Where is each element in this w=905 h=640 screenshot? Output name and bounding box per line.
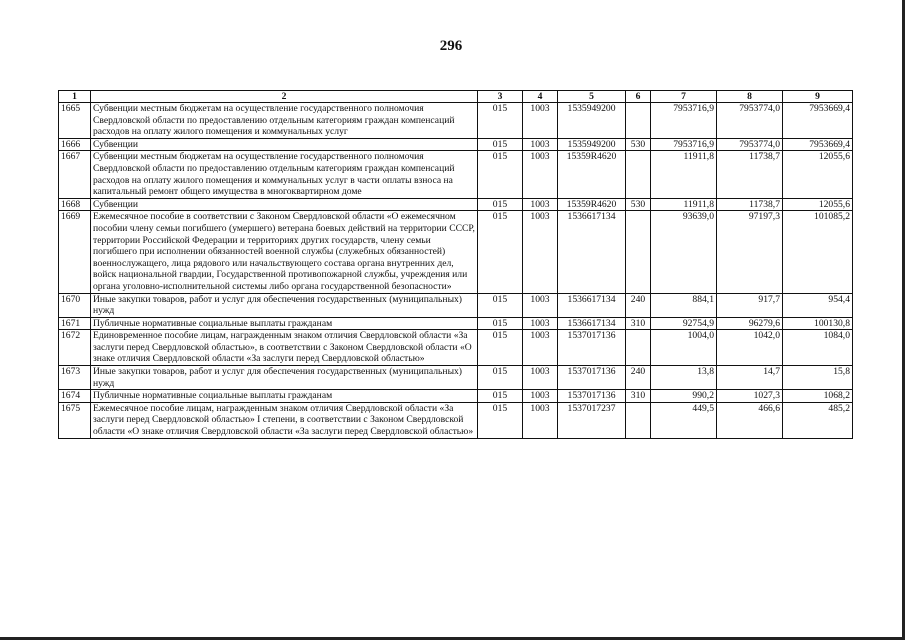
- row-number: 1667: [59, 151, 91, 198]
- cell-col9: 7953669,4: [783, 138, 853, 151]
- row-description: Публичные нормативные социальные выплаты гражданам: [91, 317, 478, 330]
- cell-col4: 1003: [523, 390, 558, 403]
- cell-col5: 1537017136: [558, 366, 626, 390]
- cell-col9: 100130,8: [783, 317, 853, 330]
- column-header: 6: [626, 91, 651, 103]
- column-header: 2: [91, 91, 478, 103]
- cell-col4: 1003: [523, 317, 558, 330]
- cell-col8: 1027,3: [717, 390, 783, 403]
- cell-col5: 1537017136: [558, 390, 626, 403]
- cell-col7: 7953716,9: [651, 103, 717, 139]
- cell-col5: 1537017136: [558, 330, 626, 366]
- row-description: Субвенции местным бюджетам на осуществление государственного полномочия Свердловской области по предоставлению отдельным категориям граждан компенсаций расходов на оплату жилого помещения и коммунальных услуг: [91, 103, 478, 139]
- cell-col7: 11911,8: [651, 198, 717, 211]
- row-description: Субвенции местным бюджетам на осуществление государственного полномочия Свердловской области по предоставлению отдельным категориям граждан компенсаций расходов на оплату жилого помещения и коммунальных услуг в части оплаты взноса на капитальный ремонт общего имущества в многоквартирном доме: [91, 151, 478, 198]
- cell-col6: 310: [626, 390, 651, 403]
- cell-col3: 015: [478, 138, 523, 151]
- cell-col4: 1003: [523, 211, 558, 293]
- row-description: Субвенции: [91, 198, 478, 211]
- cell-col4: 1003: [523, 138, 558, 151]
- cell-col3: 015: [478, 151, 523, 198]
- cell-col7: 11911,8: [651, 151, 717, 198]
- table-row: [59, 293, 853, 317]
- cell-col6: [626, 103, 651, 139]
- row-description: Ежемесячное пособие лицам, награжденным знаком отличия Свердловской области «За заслуги перед Свердловской областью» I степени, в соответствии с Законом Свердловской области «О знаке отличия Свердловской области «За заслуги перед Свердловской областью»: [91, 402, 478, 438]
- column-header: 1: [59, 91, 91, 103]
- row-number: 1668: [59, 198, 91, 211]
- cell-col8: 11738,7: [717, 198, 783, 211]
- row-description: Иные закупки товаров, работ и услуг для обеспечения государственных (муниципальных) нужд: [91, 366, 478, 390]
- cell-col7: 93639,0: [651, 211, 717, 293]
- row-description: Иные закупки товаров, работ и услуг для обеспечения государственных (муниципальных) нужд: [91, 293, 478, 317]
- table-row: [59, 211, 853, 293]
- column-header: 7: [651, 91, 717, 103]
- cell-col7: 1004,0: [651, 330, 717, 366]
- cell-col9: 12055,6: [783, 151, 853, 198]
- row-number: 1671: [59, 317, 91, 330]
- cell-col4: 1003: [523, 198, 558, 211]
- cell-col6: 310: [626, 317, 651, 330]
- row-number: 1670: [59, 293, 91, 317]
- column-header: 5: [558, 91, 626, 103]
- cell-col5: 15359R4620: [558, 151, 626, 198]
- cell-col8: 1042,0: [717, 330, 783, 366]
- cell-col3: 015: [478, 293, 523, 317]
- cell-col5: 1536617134: [558, 317, 626, 330]
- cell-col3: 015: [478, 103, 523, 139]
- cell-col5: 1535949200: [558, 138, 626, 151]
- table-row: [59, 151, 853, 198]
- cell-col3: 015: [478, 366, 523, 390]
- cell-col6: 530: [626, 198, 651, 211]
- cell-col7: 449,5: [651, 402, 717, 438]
- cell-col7: 13,8: [651, 366, 717, 390]
- cell-col7: 7953716,9: [651, 138, 717, 151]
- column-header: 9: [783, 91, 853, 103]
- cell-col6: [626, 151, 651, 198]
- row-number: 1675: [59, 402, 91, 438]
- row-number: 1666: [59, 138, 91, 151]
- cell-col5: 1537017237: [558, 402, 626, 438]
- cell-col8: 11738,7: [717, 151, 783, 198]
- table-row: [59, 198, 853, 211]
- column-header: 3: [478, 91, 523, 103]
- table-row: [59, 390, 853, 403]
- row-number: 1669: [59, 211, 91, 293]
- cell-col8: 917,7: [717, 293, 783, 317]
- cell-col6: [626, 330, 651, 366]
- cell-col3: 015: [478, 198, 523, 211]
- cell-col6: 530: [626, 138, 651, 151]
- cell-col9: 101085,2: [783, 211, 853, 293]
- cell-col4: 1003: [523, 402, 558, 438]
- table-row: [59, 103, 853, 139]
- cell-col8: 7953774,0: [717, 138, 783, 151]
- cell-col3: 015: [478, 402, 523, 438]
- budget-table: [58, 90, 853, 439]
- header-row: [59, 91, 853, 103]
- table-row: [59, 402, 853, 438]
- cell-col6: [626, 211, 651, 293]
- row-description: Субвенции: [91, 138, 478, 151]
- cell-col9: 954,4: [783, 293, 853, 317]
- cell-col3: 015: [478, 211, 523, 293]
- cell-col5: 1536617134: [558, 293, 626, 317]
- cell-col8: 97197,3: [717, 211, 783, 293]
- row-number: 1665: [59, 103, 91, 139]
- cell-col5: 1536617134: [558, 211, 626, 293]
- cell-col3: 015: [478, 330, 523, 366]
- cell-col3: 015: [478, 390, 523, 403]
- cell-col8: 7953774,0: [717, 103, 783, 139]
- cell-col7: 990,2: [651, 390, 717, 403]
- cell-col8: 466,6: [717, 402, 783, 438]
- row-description: Единовременное пособие лицам, награжденным знаком отличия Свердловской области «За заслуги перед Свердловской областью», в соответствии с Законом Свердловской области «О знаке отличия Свердловской области «За заслуги перед Свердловской областью»: [91, 330, 478, 366]
- row-description: Ежемесячное пособие в соответствии с Законом Свердловской области «О ежемесячном пособии члену семьи погибшего (умершего) ветерана боевых действий на территории СССР, территории Российской Федерации и территориях других государств, члену семьи погибшего при исполнении обязанностей военной службы (служебных обязанностей) военнослужащего, лица рядового или начальствующего состава органа внутренних дел, войск национальной гвардии, Государственной противопожарной службы, учреждения или органа уголовно-исполнительной системы либо органа государственной безопасности»: [91, 211, 478, 293]
- cell-col9: 485,2: [783, 402, 853, 438]
- cell-col4: 1003: [523, 366, 558, 390]
- cell-col4: 1003: [523, 151, 558, 198]
- cell-col7: 92754,9: [651, 317, 717, 330]
- cell-col4: 1003: [523, 330, 558, 366]
- cell-col9: 1068,2: [783, 390, 853, 403]
- column-header: 4: [523, 91, 558, 103]
- cell-col6: [626, 402, 651, 438]
- cell-col8: 14,7: [717, 366, 783, 390]
- table-row: [59, 317, 853, 330]
- row-number: 1672: [59, 330, 91, 366]
- cell-col8: 96279,6: [717, 317, 783, 330]
- cell-col9: 15,8: [783, 366, 853, 390]
- cell-col4: 1003: [523, 293, 558, 317]
- row-description: Публичные нормативные социальные выплаты гражданам: [91, 390, 478, 403]
- cell-col4: 1003: [523, 103, 558, 139]
- cell-col9: 1084,0: [783, 330, 853, 366]
- cell-col6: 240: [626, 293, 651, 317]
- row-number: 1674: [59, 390, 91, 403]
- cell-col3: 015: [478, 317, 523, 330]
- cell-col9: 12055,6: [783, 198, 853, 211]
- table-row: [59, 138, 853, 151]
- row-number: 1673: [59, 366, 91, 390]
- table-row: [59, 330, 853, 366]
- column-header: 8: [717, 91, 783, 103]
- cell-col5: 1535949200: [558, 103, 626, 139]
- cell-col7: 884,1: [651, 293, 717, 317]
- page-number: 296: [439, 38, 463, 54]
- cell-col5: 15359R4620: [558, 198, 626, 211]
- cell-col9: 7953669,4: [783, 103, 853, 139]
- table-row: [59, 366, 853, 390]
- cell-col6: 240: [626, 366, 651, 390]
